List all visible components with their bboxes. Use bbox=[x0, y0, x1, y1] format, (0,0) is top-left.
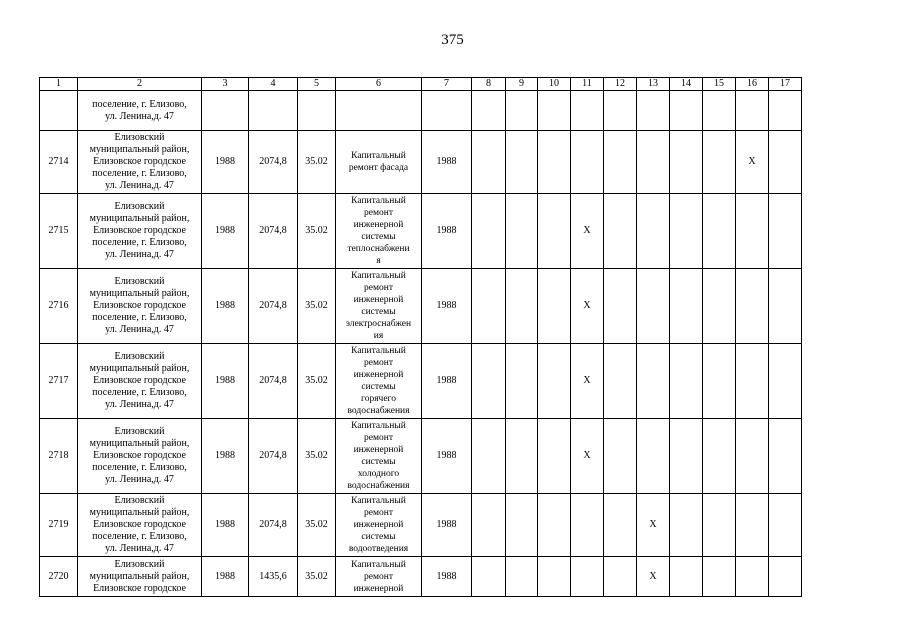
address-line: Елизовский bbox=[114, 495, 165, 506]
address-line: поселение, г. Елизово, bbox=[92, 387, 187, 398]
column-header: 2 bbox=[78, 78, 202, 91]
mark-cell bbox=[538, 419, 571, 494]
address-line: ул. Ленина,д. 47 bbox=[105, 543, 174, 554]
address-cell bbox=[78, 131, 202, 194]
work-type-cell bbox=[336, 557, 422, 597]
mark-cell bbox=[538, 344, 571, 419]
row-number: 2714 bbox=[40, 131, 78, 194]
work-line: холодного bbox=[357, 469, 400, 479]
work-type-cell bbox=[336, 131, 422, 194]
column-header: 10 bbox=[538, 78, 571, 91]
work-line: ремонт bbox=[364, 358, 393, 368]
work-line: электроснабжен bbox=[345, 319, 412, 329]
mark-cell bbox=[506, 91, 538, 131]
address-line: Елизовский bbox=[114, 276, 165, 287]
mark-cell bbox=[670, 131, 703, 194]
address-cell bbox=[78, 269, 202, 344]
mark-cell bbox=[538, 194, 571, 269]
work-line: ремонт bbox=[364, 571, 393, 582]
mark-cell bbox=[604, 131, 637, 194]
column-header: 12 bbox=[604, 78, 637, 91]
address-line: ул. Ленина,д. 47 bbox=[105, 399, 174, 410]
work-line: горячего bbox=[361, 394, 396, 404]
table-row bbox=[40, 91, 802, 131]
mark-cell bbox=[703, 419, 736, 494]
work-line: инженерной bbox=[353, 583, 404, 594]
mark-cell bbox=[637, 269, 670, 344]
page-number: 375 bbox=[441, 32, 464, 48]
area-cell: 1435,6 bbox=[249, 557, 298, 597]
mark-cell bbox=[571, 91, 604, 131]
mark-cell: X bbox=[571, 269, 604, 344]
work-line: ремонт bbox=[364, 433, 393, 443]
table-row bbox=[40, 494, 802, 557]
address-line: поселение, г. Елизово, bbox=[92, 531, 187, 542]
work-line: системы bbox=[361, 382, 396, 392]
mark-cell: X bbox=[637, 494, 670, 557]
mark-cell: X bbox=[571, 419, 604, 494]
mark-cell bbox=[769, 194, 802, 269]
address-cell bbox=[78, 194, 202, 269]
mark-cell bbox=[538, 494, 571, 557]
plan-year-cell: 1988 bbox=[422, 269, 472, 344]
mark-cell bbox=[703, 494, 736, 557]
column-header: 5 bbox=[298, 78, 336, 91]
mark-cell bbox=[670, 494, 703, 557]
address-cell bbox=[78, 344, 202, 419]
work-type-cell bbox=[336, 494, 422, 557]
plan-year-cell: 1988 bbox=[422, 344, 472, 419]
mark-cell: X bbox=[637, 557, 670, 597]
mark-cell bbox=[637, 194, 670, 269]
mark-cell bbox=[670, 557, 703, 597]
area-cell: 2074,8 bbox=[249, 194, 298, 269]
mark-cell bbox=[506, 344, 538, 419]
mark-cell bbox=[736, 91, 769, 131]
work-line: я bbox=[376, 256, 381, 266]
column-header: 3 bbox=[202, 78, 249, 91]
plan-year-cell: 1988 bbox=[422, 194, 472, 269]
mark-cell bbox=[670, 269, 703, 344]
mark-cell bbox=[506, 194, 538, 269]
work-line: водоотведения bbox=[348, 544, 409, 554]
address-line: ул. Ленина,д. 47 bbox=[105, 474, 174, 485]
mark-cell bbox=[703, 344, 736, 419]
area-cell: 2074,8 bbox=[249, 419, 298, 494]
work-line: Капитальный bbox=[351, 151, 406, 161]
area-cell: 2074,8 bbox=[249, 344, 298, 419]
year-cell: 1988 bbox=[202, 131, 249, 194]
mark-cell bbox=[571, 557, 604, 597]
row-number: 2716 bbox=[40, 269, 78, 344]
mark-cell bbox=[703, 269, 736, 344]
plan-year-cell: 1988 bbox=[422, 494, 472, 557]
work-line: системы bbox=[361, 307, 396, 317]
mark-cell: X bbox=[571, 194, 604, 269]
code-cell: 35.02 bbox=[298, 419, 336, 494]
mark-cell bbox=[637, 344, 670, 419]
mark-cell bbox=[506, 557, 538, 597]
address-line: муниципальный район, bbox=[89, 363, 190, 374]
address-line: поселение, г. Елизово, bbox=[92, 168, 187, 179]
mark-cell bbox=[604, 494, 637, 557]
table-row bbox=[40, 194, 802, 269]
mark-cell bbox=[670, 91, 703, 131]
plan-year-cell: 1988 bbox=[422, 557, 472, 597]
column-header: 9 bbox=[506, 78, 538, 91]
mark-cell bbox=[736, 194, 769, 269]
address-line: Елизовское городское bbox=[93, 225, 186, 236]
address-line: Елизовский bbox=[114, 132, 165, 143]
mark-cell bbox=[769, 557, 802, 597]
mark-cell bbox=[604, 91, 637, 131]
work-type-cell bbox=[336, 91, 422, 131]
mark-cell bbox=[506, 494, 538, 557]
column-header: 6 bbox=[336, 78, 422, 91]
address-line: Елизовский bbox=[114, 351, 165, 362]
column-header: 11 bbox=[571, 78, 604, 91]
mark-cell bbox=[538, 91, 571, 131]
row-number: 2719 bbox=[40, 494, 78, 557]
mark-cell bbox=[538, 131, 571, 194]
work-line: Капитальный bbox=[351, 271, 406, 281]
work-line: теплоснабжени bbox=[347, 244, 410, 254]
year-cell: 1988 bbox=[202, 194, 249, 269]
address-line: ул. Ленина,д. 47 bbox=[105, 249, 174, 260]
table-row bbox=[40, 419, 802, 494]
row-number: 2720 bbox=[40, 557, 78, 597]
address-line: Елизовский bbox=[114, 201, 165, 212]
work-line: Капитальный bbox=[351, 559, 406, 570]
address-line: ул. Ленина,д. 47 bbox=[105, 324, 174, 335]
year-cell bbox=[202, 91, 249, 131]
mark-cell bbox=[506, 131, 538, 194]
code-cell: 35.02 bbox=[298, 194, 336, 269]
address-cell bbox=[78, 91, 202, 131]
mark-cell bbox=[736, 494, 769, 557]
address-line: муниципальный район, bbox=[89, 507, 190, 518]
table-row bbox=[40, 344, 802, 419]
address-line: муниципальный район, bbox=[89, 213, 190, 224]
address-line: ул. Ленина,д. 47 bbox=[105, 110, 174, 122]
mark-cell bbox=[703, 91, 736, 131]
address-line: поселение, г. Елизово, bbox=[92, 312, 187, 323]
address-line: Елизовское городское bbox=[93, 450, 186, 461]
mark-cell bbox=[472, 494, 506, 557]
column-header: 16 bbox=[736, 78, 769, 91]
work-line: инженерной bbox=[353, 295, 404, 305]
mark-cell: X bbox=[571, 344, 604, 419]
work-line: ремонт фасада bbox=[348, 163, 409, 173]
address-cell bbox=[78, 494, 202, 557]
mark-cell bbox=[670, 419, 703, 494]
mark-cell bbox=[604, 419, 637, 494]
column-header: 15 bbox=[703, 78, 736, 91]
work-line: системы bbox=[361, 532, 396, 542]
mark-cell bbox=[538, 269, 571, 344]
mark-cell bbox=[769, 91, 802, 131]
address-line: муниципальный район, bbox=[89, 144, 190, 155]
mark-cell bbox=[703, 131, 736, 194]
address-line: поселение, г. Елизово, bbox=[92, 237, 187, 248]
plan-year-cell bbox=[422, 91, 472, 131]
work-line: Капитальный bbox=[351, 496, 406, 506]
column-header: 8 bbox=[472, 78, 506, 91]
work-line: ремонт bbox=[364, 508, 393, 518]
column-header: 13 bbox=[637, 78, 670, 91]
mark-cell bbox=[769, 494, 802, 557]
address-line: Елизовское городское bbox=[93, 156, 186, 167]
table-row bbox=[40, 269, 802, 344]
work-line: ремонт bbox=[364, 283, 393, 293]
plan-year-cell: 1988 bbox=[422, 131, 472, 194]
work-type-cell bbox=[336, 269, 422, 344]
work-line: Капитальный bbox=[351, 196, 406, 206]
work-line: инженерной bbox=[353, 220, 404, 230]
mark-cell bbox=[637, 419, 670, 494]
column-header: 1 bbox=[40, 78, 78, 91]
column-header: 7 bbox=[422, 78, 472, 91]
address-line: муниципальный район, bbox=[89, 438, 190, 449]
address-line: Елизовское городское bbox=[93, 375, 186, 386]
mark-cell bbox=[472, 269, 506, 344]
mark-cell bbox=[703, 194, 736, 269]
table-row bbox=[40, 131, 802, 194]
column-header: 4 bbox=[249, 78, 298, 91]
address-line: Елизовский bbox=[114, 426, 165, 437]
work-type-cell bbox=[336, 419, 422, 494]
work-line: водоснабжения bbox=[347, 481, 410, 491]
address-line: Елизовское городское bbox=[93, 582, 186, 594]
table-row bbox=[40, 557, 802, 597]
work-line: инженерной bbox=[353, 445, 404, 455]
mark-cell bbox=[472, 91, 506, 131]
row-number: 2717 bbox=[40, 344, 78, 419]
work-line: инженерной bbox=[353, 370, 404, 380]
row-number: 2715 bbox=[40, 194, 78, 269]
work-line: Капитальный bbox=[351, 346, 406, 356]
mark-cell bbox=[703, 557, 736, 597]
address-line: поселение, г. Елизово, bbox=[92, 98, 187, 110]
work-line: инженерной bbox=[353, 520, 404, 530]
work-line: ия bbox=[373, 331, 384, 341]
mark-cell bbox=[506, 269, 538, 344]
work-line: системы bbox=[361, 232, 396, 242]
year-cell: 1988 bbox=[202, 344, 249, 419]
mark-cell bbox=[604, 557, 637, 597]
mark-cell bbox=[670, 344, 703, 419]
work-line: системы bbox=[361, 457, 396, 467]
plan-year-cell: 1988 bbox=[422, 419, 472, 494]
code-cell: 35.02 bbox=[298, 557, 336, 597]
address-line: муниципальный район, bbox=[89, 570, 190, 582]
work-line: Капитальный bbox=[351, 421, 406, 431]
address-cell bbox=[78, 419, 202, 494]
work-line: водоснабжения bbox=[347, 406, 410, 416]
area-cell bbox=[249, 91, 298, 131]
mark-cell bbox=[736, 557, 769, 597]
year-cell: 1988 bbox=[202, 269, 249, 344]
mark-cell: X bbox=[736, 131, 769, 194]
mark-cell bbox=[604, 194, 637, 269]
row-number bbox=[40, 91, 78, 131]
mark-cell bbox=[769, 131, 802, 194]
area-cell: 2074,8 bbox=[249, 269, 298, 344]
mark-cell bbox=[769, 269, 802, 344]
mark-cell bbox=[736, 419, 769, 494]
header-row bbox=[40, 78, 802, 91]
column-header: 17 bbox=[769, 78, 802, 91]
area-cell: 2074,8 bbox=[249, 494, 298, 557]
year-cell: 1988 bbox=[202, 494, 249, 557]
mark-cell bbox=[670, 194, 703, 269]
year-cell: 1988 bbox=[202, 557, 249, 597]
year-cell: 1988 bbox=[202, 419, 249, 494]
code-cell bbox=[298, 91, 336, 131]
work-line: ремонт bbox=[364, 208, 393, 218]
mark-cell bbox=[604, 344, 637, 419]
mark-cell bbox=[769, 344, 802, 419]
mark-cell bbox=[637, 131, 670, 194]
code-cell: 35.02 bbox=[298, 131, 336, 194]
code-cell: 35.02 bbox=[298, 344, 336, 419]
mark-cell bbox=[736, 269, 769, 344]
code-cell: 35.02 bbox=[298, 269, 336, 344]
mark-cell bbox=[472, 419, 506, 494]
mark-cell bbox=[571, 131, 604, 194]
address-line: поселение, г. Елизово, bbox=[92, 462, 187, 473]
mark-cell bbox=[472, 557, 506, 597]
column-header: 14 bbox=[670, 78, 703, 91]
address-line: Елизовское городское bbox=[93, 519, 186, 530]
row-number: 2718 bbox=[40, 419, 78, 494]
mark-cell bbox=[769, 419, 802, 494]
work-type-cell bbox=[336, 194, 422, 269]
address-line: муниципальный район, bbox=[89, 288, 190, 299]
mark-cell bbox=[571, 494, 604, 557]
mark-cell bbox=[736, 344, 769, 419]
address-cell bbox=[78, 557, 202, 597]
mark-cell bbox=[637, 91, 670, 131]
mark-cell bbox=[506, 419, 538, 494]
area-cell: 2074,8 bbox=[249, 131, 298, 194]
mark-cell bbox=[604, 269, 637, 344]
code-cell: 35.02 bbox=[298, 494, 336, 557]
mark-cell bbox=[472, 344, 506, 419]
capital-repair-table bbox=[39, 77, 802, 597]
address-line: Елизовское городское bbox=[93, 300, 186, 311]
work-type-cell bbox=[336, 344, 422, 419]
address-line: Елизовский bbox=[114, 558, 165, 570]
mark-cell bbox=[538, 557, 571, 597]
address-line: ул. Ленина,д. 47 bbox=[105, 180, 174, 191]
mark-cell bbox=[472, 194, 506, 269]
mark-cell bbox=[472, 131, 506, 194]
